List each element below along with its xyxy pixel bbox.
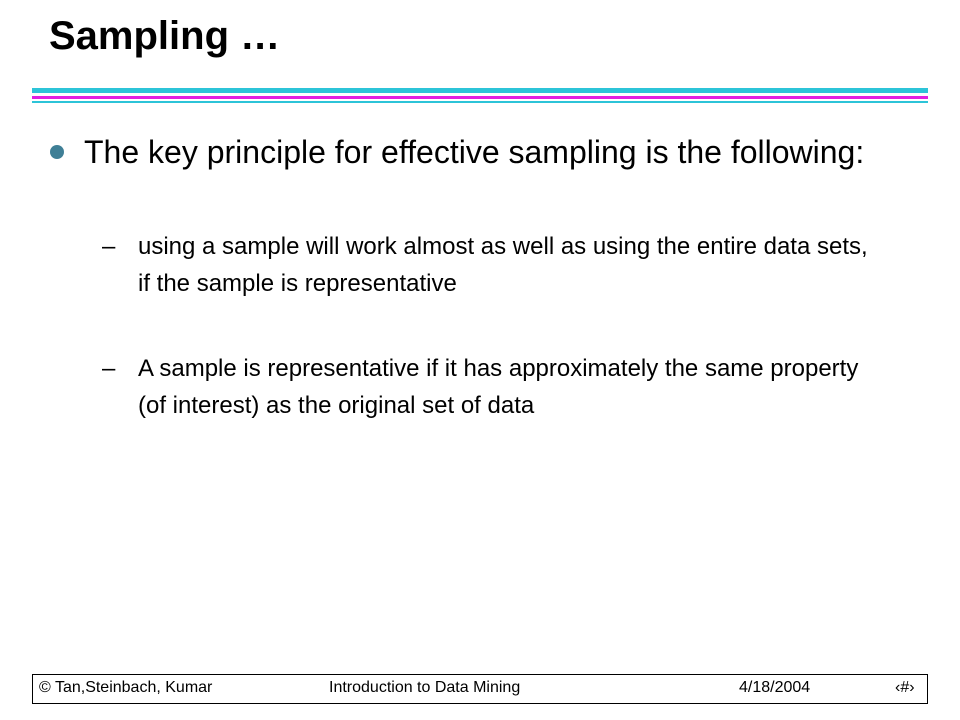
footer-course: Introduction to Data Mining (329, 679, 521, 696)
slide-footer (32, 674, 928, 704)
slide-title: Sampling … (49, 14, 281, 58)
title-rule-cyan (32, 88, 928, 93)
main-bullet-text: The key principle for effective sampling is the following: (84, 134, 865, 170)
title-rule-cyan-thin (32, 101, 928, 103)
footer-authors: © Tan,Steinbach, Kumar (39, 679, 213, 696)
subpoint-text: using a sample will work almost as well as using the entire data sets, if the sample is representative (138, 233, 868, 297)
title-rule-magenta (32, 96, 928, 99)
footer-date: 4/18/2004 (739, 679, 811, 696)
dash-icon: – (102, 355, 116, 382)
subpoint-text: A sample is representative if it has approximately the same property (of interest) as the original set of data (138, 355, 859, 419)
footer-page-number: ‹#› (895, 679, 915, 696)
dash-icon: – (102, 233, 116, 260)
bullet-dot-icon (50, 145, 64, 159)
